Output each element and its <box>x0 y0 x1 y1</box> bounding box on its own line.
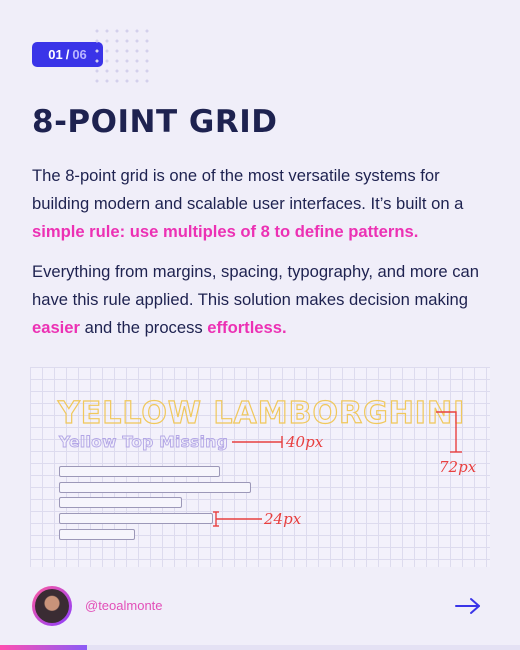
intro-highlight: simple rule: use multiples of 8 to define patterns. <box>32 222 419 241</box>
detail-text-a: Everything from margins, spacing, typography, and more can have this rule applied. This solution makes decision making <box>32 262 480 309</box>
demo-subheading: Yellow Top Missing <box>59 433 228 451</box>
arrow-right-icon <box>454 596 482 616</box>
annotation-72px: 72px <box>439 458 477 476</box>
detail-highlight-easier: easier <box>32 318 80 337</box>
page-current: 01 <box>48 47 63 62</box>
page-total: 06 <box>72 47 87 62</box>
annotation-40px: 40px <box>286 433 324 451</box>
progress-fill <box>0 645 87 650</box>
intro-text: The 8-point grid is one of the most versatile systems for building modern and scalable user interfaces. It’s built on a <box>32 166 464 213</box>
next-button[interactable] <box>452 592 484 620</box>
annotation-24px: 24px <box>264 510 302 528</box>
demo-heading: YELLOW LAMBORGHINI <box>58 396 466 431</box>
page-separator: / <box>65 47 70 62</box>
measure-bracket-72 <box>436 412 456 452</box>
avatar[interactable] <box>32 586 72 626</box>
detail-text-b: and the process <box>79 318 208 337</box>
author-handle[interactable]: @teoalmonte <box>85 598 163 613</box>
page-title: 8-POINT GRID <box>32 104 278 140</box>
carousel-progress <box>0 645 520 650</box>
detail-highlight-effortless: effortless. <box>207 318 287 337</box>
avatar-photo <box>35 589 69 623</box>
